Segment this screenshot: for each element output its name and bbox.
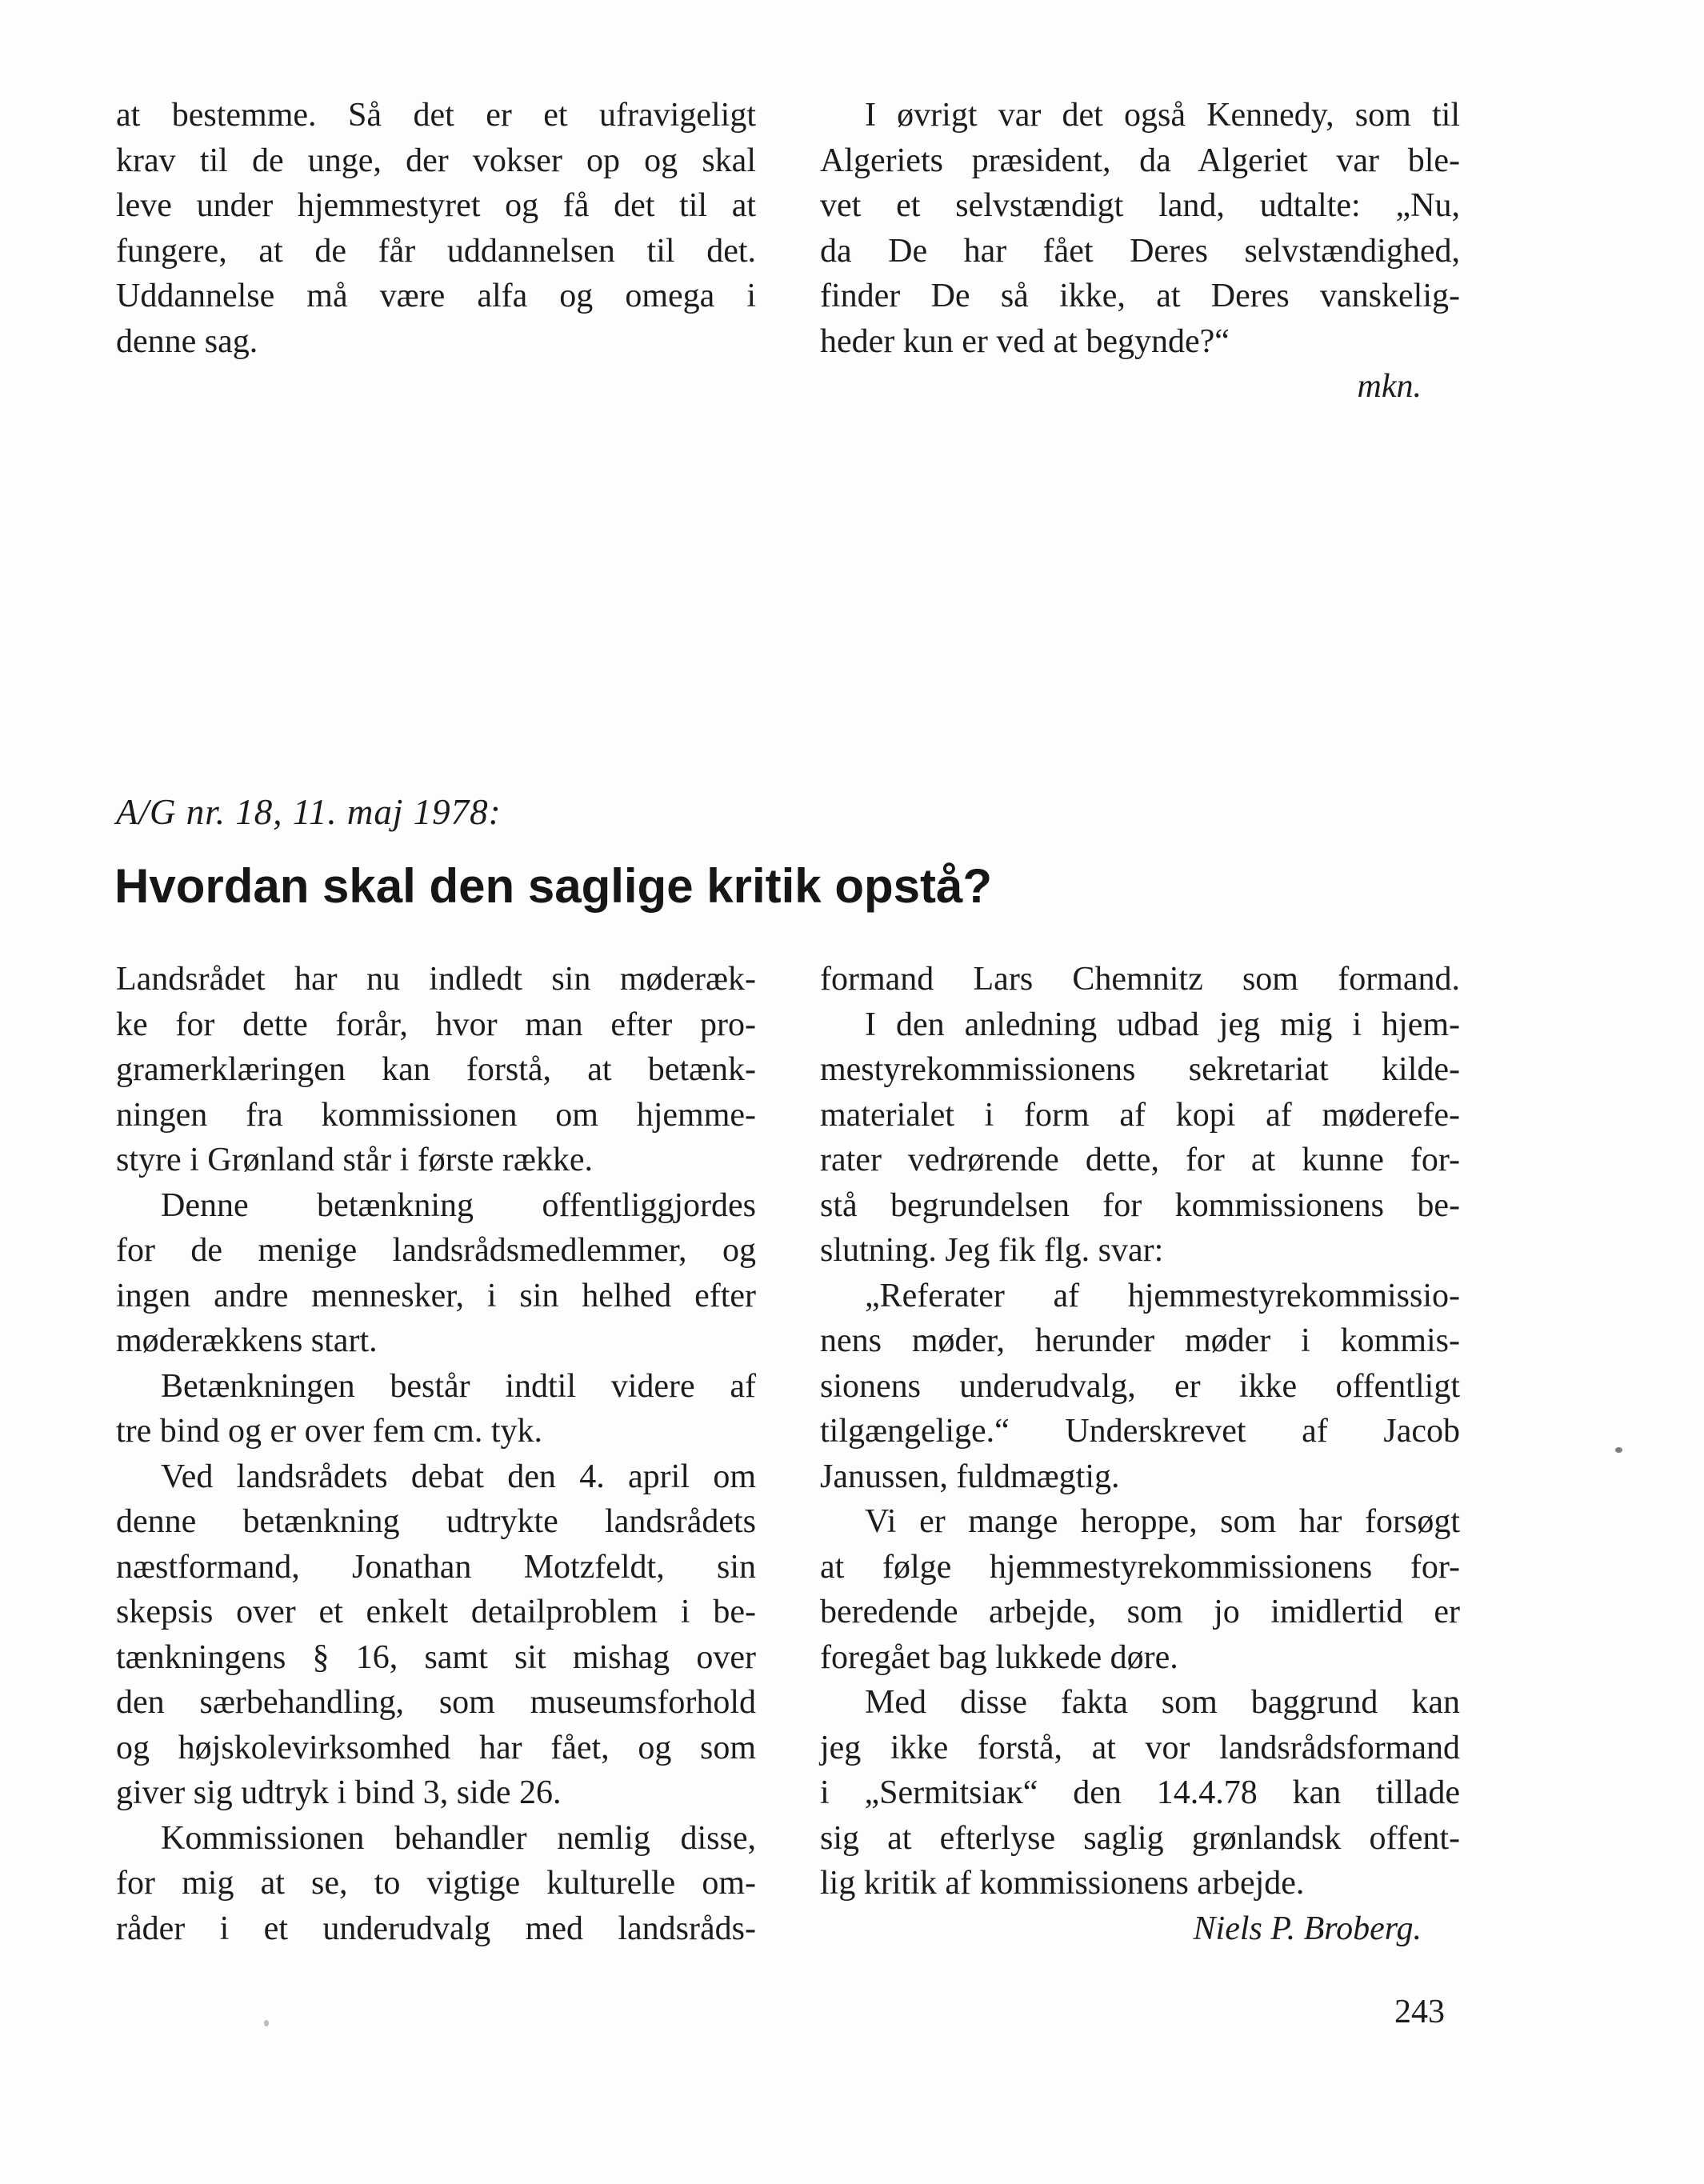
text-line: ningen fra kommissionen om hjemme- — [116, 1096, 756, 1134]
text-line: mestyrekommissionens sekretariat kilde- — [820, 1051, 1460, 1088]
text-line: tænkningens § 16, samt sit mishag over — [116, 1638, 756, 1676]
text-line: for de menige landsrådsmedlemmer, og — [116, 1232, 756, 1269]
text-line: materialet i form af kopi af møderefe- — [820, 1096, 1460, 1134]
text-line: denne betænkning udtrykte landsrådets — [116, 1503, 756, 1540]
text-line: I øvrigt var det også Kennedy, som til — [865, 97, 1460, 134]
text-line: ingen andre mennesker, i sin helhed efter — [116, 1277, 756, 1314]
top-right-column — [820, 93, 1460, 410]
scan-speck — [1615, 1447, 1622, 1453]
text-line: at bestemme. Så det er et ufravigeligt — [116, 97, 756, 134]
article-title: Hvordan skal den saglige kritik opstå? — [114, 859, 992, 913]
text-line: møderækkens start. — [116, 1322, 378, 1359]
text-line: Algeriets præsident, da Algeriet var ble- — [820, 142, 1460, 179]
text-line: den særbehandling, som museumsforhold — [116, 1684, 756, 1721]
text-line: stå begrundelsen for kommissionens be- — [820, 1186, 1460, 1224]
text-line: „Referater af hjemmestyrekommissio- — [865, 1277, 1460, 1314]
text-line: Janussen, fuldmægtig. — [820, 1458, 1120, 1495]
bottom-right-column — [820, 957, 1460, 1951]
text-line: Ved landsrådets debat den 4. april om — [161, 1458, 756, 1495]
text-line: styre i Grønland står i første række. — [116, 1142, 594, 1178]
text-line: krav til de unge, der vokser op og skal — [116, 142, 756, 179]
bottom-left-column — [116, 957, 756, 1951]
article-kicker: A/G nr. 18, 11. maj 1978: — [116, 792, 502, 832]
text-line: mkn. — [1357, 368, 1422, 405]
text-line: heder kun er ved at begynde?“ — [820, 322, 1230, 360]
text-line: Denne betænkning offentliggjordes — [161, 1186, 756, 1224]
text-line: Uddannelse må være alfa og omega i — [116, 278, 756, 314]
text-line: gramerklæringen kan forstå, at betænk- — [116, 1051, 756, 1088]
text-line: foregået bag lukkede døre. — [820, 1638, 1178, 1676]
text-line: jeg ikke forstå, at vor landsrådsformand — [820, 1729, 1460, 1766]
text-line: tilgængelige.“ Underskrevet af Jacob — [820, 1413, 1460, 1450]
page-number: 243 — [1394, 1994, 1445, 2030]
text-line: I den anledning udbad jeg mig i hjem- — [865, 1006, 1460, 1043]
text-line: vet et selvstændigt land, udtalte: „Nu, — [820, 187, 1460, 224]
text-line: Kommissionen behandler nemlig disse, — [161, 1819, 756, 1857]
text-line: og højskolevirksomhed har fået, og som — [116, 1729, 756, 1766]
text-line: rater vedrørende dette, for at kunne for- — [820, 1142, 1460, 1178]
text-line: Vi er mange heroppe, som har forsøgt — [865, 1503, 1460, 1540]
text-line: tre bind og er over fem cm. tyk. — [116, 1413, 542, 1450]
text-line: sionens underudvalg, er ikke offentligt — [820, 1367, 1460, 1405]
text-line: fungere, at de får uddannelsen til det. — [116, 232, 756, 270]
text-line: formand Lars Chemnitz som formand. — [820, 961, 1460, 998]
text-line: i „Sermitsiaĸ“ den 14.4.78 kan tillade — [820, 1774, 1460, 1811]
scan-speck — [264, 2020, 269, 2026]
text-line: sig at efterlyse saglig grønlandsk offent- — [820, 1819, 1460, 1857]
text-line: denne sag. — [116, 322, 258, 360]
text-line: Landsrådet har nu indledt sin møderæk- — [116, 961, 756, 998]
text-line: for mig at se, to vigtige kulturelle om- — [116, 1865, 756, 1902]
top-left-column — [116, 93, 756, 364]
text-line: giver sig udtryk i bind 3, side 26. — [116, 1774, 562, 1811]
text-line: lig kritik af kommissionens arbejde. — [820, 1865, 1305, 1902]
text-line: næstformand, Jonathan Motzfeldt, sin — [116, 1548, 756, 1586]
text-line: råder i et underudvalg med landsråds- — [116, 1910, 756, 1947]
text-line: skepsis over et enkelt detailproblem i be- — [116, 1594, 756, 1630]
text-line: beredende arbejde, som jo imidlertid er — [820, 1594, 1460, 1630]
text-line: at følge hjemmestyrekommissionens for- — [820, 1548, 1460, 1586]
text-line: nens møder, herunder møder i kommis- — [820, 1322, 1460, 1359]
text-line: Med disse fakta som baggrund kan — [865, 1684, 1460, 1721]
text-line: Niels P. Broberg. — [1193, 1910, 1422, 1947]
text-line: finder De så ikke, at Deres vanskelig- — [820, 278, 1460, 314]
text-line: slutning. Jeg fik flg. svar: — [820, 1232, 1164, 1269]
text-line: ke for dette forår, hvor man efter pro- — [116, 1006, 756, 1043]
text-line: leve under hjemmestyret og få det til at — [116, 187, 756, 224]
text-line: da De har fået Deres selvstændighed, — [820, 232, 1460, 270]
text-line: Betænkningen består indtil videre af — [161, 1367, 756, 1405]
